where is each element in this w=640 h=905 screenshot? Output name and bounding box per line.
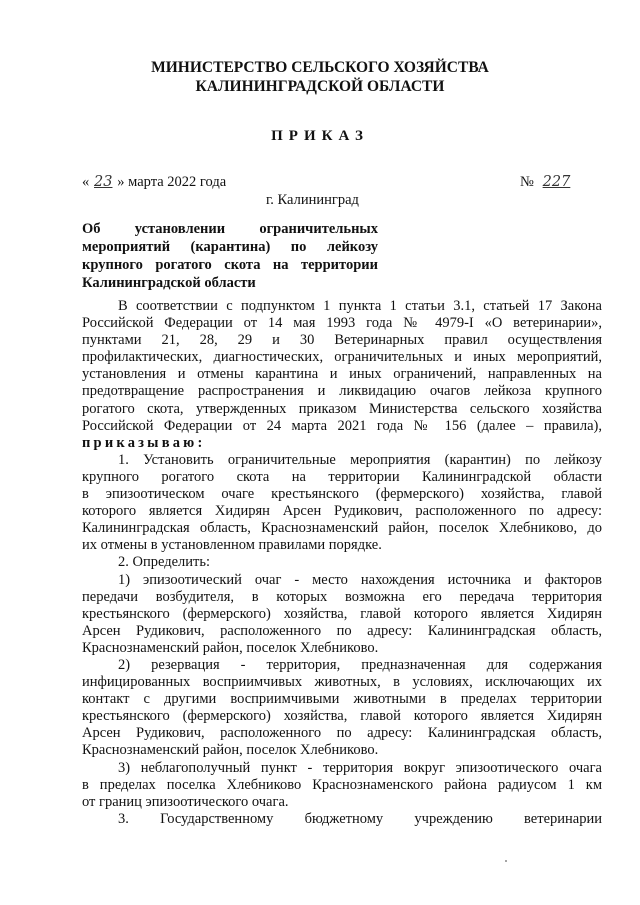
body-line: Арсен Рудикович, расположенного по адресу: Калининградская область, xyxy=(82,725,602,742)
body-line: 3) неблагополучный пункт - территория вокруг эпизоотического очага xyxy=(118,759,602,776)
body-line: 1) эпизоотический очаг - место нахождения источника и факторов xyxy=(118,571,602,588)
body-line: профилактических, диагностических, ограничительных и иных мероприятий, xyxy=(82,349,602,366)
number-label: № xyxy=(520,174,534,190)
date-rest: » марта 2022 года xyxy=(117,174,227,190)
body-line: крестьянского (фермерского) хозяйства, главой которого является Хидирян xyxy=(82,708,602,725)
body-line: их отмены в установленном правилами порядке. xyxy=(82,537,382,554)
body-line: передачи возбудителя, в которых возможна его передача территория xyxy=(82,588,602,605)
title-line: крупного рогатого скота на территории xyxy=(82,257,378,273)
order-title xyxy=(82,220,378,292)
body-line: Российской Федерации от 24 марта 2021 года № 156 (далее – правила), xyxy=(82,417,602,434)
date-day-handwritten: 23 xyxy=(94,174,113,190)
body-line: В соответствии с подпунктом 1 пункта 1 статьи 3.1, статьей 17 Закона xyxy=(118,298,602,314)
order-date xyxy=(82,174,226,191)
order-body xyxy=(82,298,602,828)
body-line: 2. Определить: xyxy=(118,554,211,571)
document-type-heading: ПРИКАЗ xyxy=(271,128,369,144)
ministry-line-1: МИНИСТЕРСТВО СЕЛЬСКОГО ХОЗЯЙСТВА xyxy=(151,59,489,76)
body-line: рогатого скота, утвержденных приказом Министерства сельского хозяйства xyxy=(82,400,602,417)
body-line: которого является Хидирян Арсен Рудикович, расположенного по адресу: xyxy=(82,503,602,520)
body-line: Российской Федерации от 14 мая 1993 года № 4979-I «О ветеринарии», xyxy=(82,315,602,332)
body-line: 2) резервация - территория, предназначенная для содержания xyxy=(118,656,602,673)
body-line: от границ эпизоотического очага. xyxy=(82,793,289,810)
body-line: Калининградская область, Краснознаменский район, поселок Хлебниково, до xyxy=(82,520,602,537)
body-line: крестьянского (фермерского) хозяйства, главой которого является Хидирян xyxy=(82,605,602,622)
ministry-line-2: КАЛИНИНГРАДСКОЙ ОБЛАСТИ xyxy=(195,78,445,95)
order-number xyxy=(520,174,575,191)
body-line: Арсен Рудикович, расположенного по адресу: Калининградская область, xyxy=(82,622,602,639)
title-line: Калининградской области xyxy=(82,275,256,291)
body-line: Краснознаменский район, поселок Хлебниково. xyxy=(82,742,379,759)
body-line: установления и отмены карантина и иных ограничений, направленных на xyxy=(82,366,602,383)
body-line: пунктами 21, 28, 29 и 30 Ветеринарных правил осуществления xyxy=(82,332,602,349)
body-line: Краснознаменский район, поселок Хлебниково. xyxy=(82,639,379,656)
body-line: в пределах поселка Хлебниково Краснознаменского района радиусом 1 км xyxy=(82,776,602,793)
date-open-quote: « xyxy=(82,174,90,190)
title-line: Об установлении ограничительных xyxy=(82,221,378,237)
ministry-heading xyxy=(0,58,640,96)
body-line: 3. Государственному бюджетному учреждению ветеринарии xyxy=(118,810,602,827)
city: г. Калининград xyxy=(266,192,359,208)
title-line: мероприятий (карантина) по лейкозу xyxy=(82,239,378,255)
body-line: в эпизоотическом очаге крестьянского (фермерского) хозяйства, главой xyxy=(82,486,602,503)
number-value-handwritten: 227 xyxy=(542,174,571,190)
body-line: крупного рогатого скота на территории Калининградской области xyxy=(82,468,602,485)
body-line-prikazyvayu: приказываю: xyxy=(82,434,206,451)
body-line: контакт с другими восприимчивыми животными в пределах территории xyxy=(82,691,602,708)
body-line: предотвращение распространения и ликвидацию очагов лейкоза крупного xyxy=(82,383,602,400)
body-line: инфицированных восприимчивых животных, в условиях, исключающих их xyxy=(82,674,602,691)
body-line: 1. Установить ограничительные мероприятия (карантин) по лейкозу xyxy=(118,451,602,468)
scan-speck xyxy=(505,860,507,862)
